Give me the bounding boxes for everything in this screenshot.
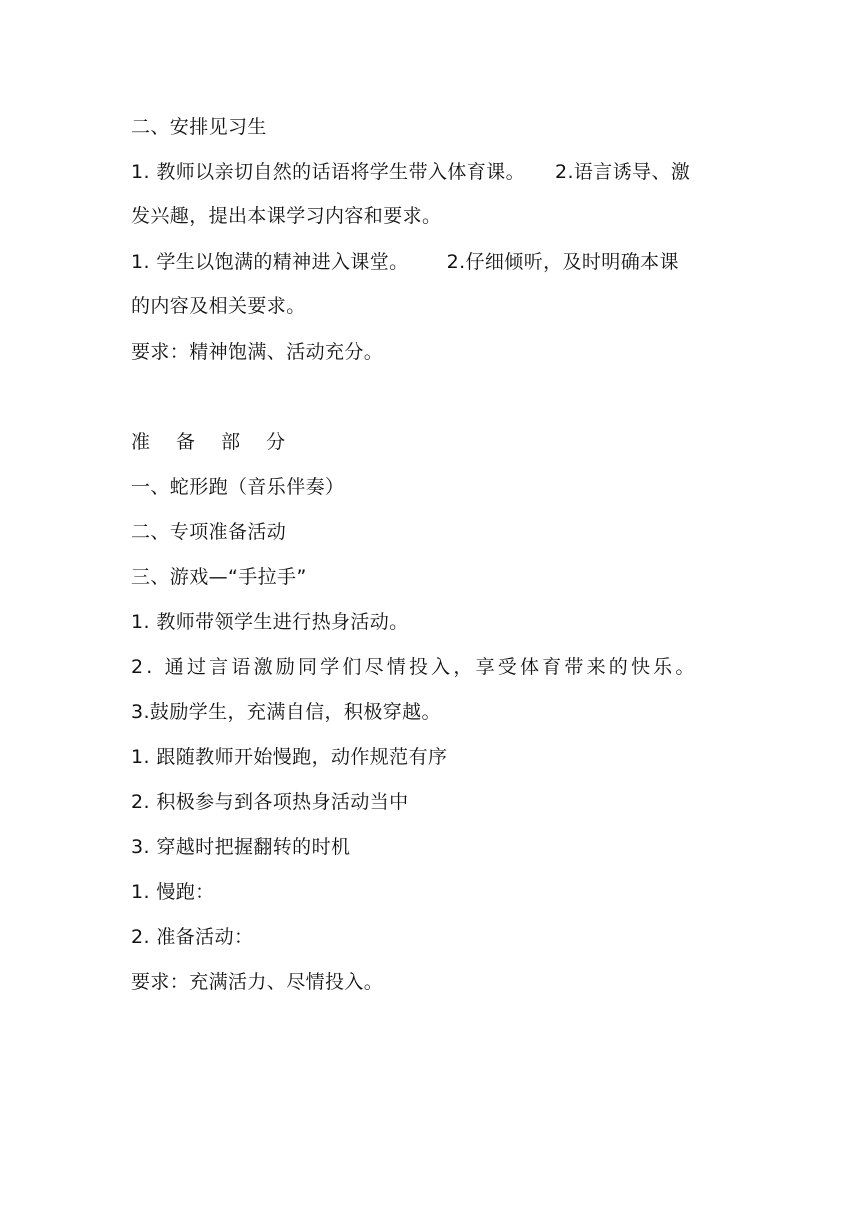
teacher-activity-line-1 xyxy=(131,158,731,186)
section-heading-preparation: 准 备 部 分 xyxy=(131,431,296,453)
list-item: 3.鼓励学生，充满自信，积极穿越。 xyxy=(131,701,441,723)
student-activity-text-a: 1. 学生以饱满的精神进入课堂。 xyxy=(131,251,409,273)
list-item: 一、蛇形跑（音乐伴奏） xyxy=(131,476,345,498)
list-item: 三、游戏—“手拉手” xyxy=(131,566,307,588)
student-activity-line-2: 的内容及相关要求。 xyxy=(131,295,306,317)
list-item: 要求：充满活力、尽情投入。 xyxy=(131,971,384,993)
list-item: 3. 穿越时把握翻转的时机 xyxy=(131,836,351,858)
list-item: 二、专项准备活动 xyxy=(131,521,287,543)
requirement-line: 要求：精神饱满、活动充分。 xyxy=(131,341,384,363)
teacher-activity-text-b: 2.语言诱导、激 xyxy=(554,161,691,183)
list-item: 1. 跟随教师开始慢跑，动作规范有序 xyxy=(131,746,448,768)
list-item: 2. 通过言语激励同学们尽情投入，享受体育带来的快乐。 xyxy=(131,656,698,678)
teacher-activity-text-a: 1. 教师以亲切自然的话语将学生带入体育课。 xyxy=(131,161,525,183)
student-activity-line-1 xyxy=(131,248,731,276)
list-item: 1. 慢跑： xyxy=(131,881,215,903)
list-item: 1. 教师带领学生进行热身活动。 xyxy=(131,611,409,633)
list-item: 2. 准备活动： xyxy=(131,926,254,948)
student-activity-text-b: 2.仔细倾听，及时明确本课 xyxy=(446,251,679,273)
section-heading-arrange-observers: 二、安排见习生 xyxy=(131,116,267,138)
teacher-activity-line-2: 发兴趣，提出本课学习内容和要求。 xyxy=(131,205,442,227)
list-item: 2. 积极参与到各项热身活动当中 xyxy=(131,791,409,813)
